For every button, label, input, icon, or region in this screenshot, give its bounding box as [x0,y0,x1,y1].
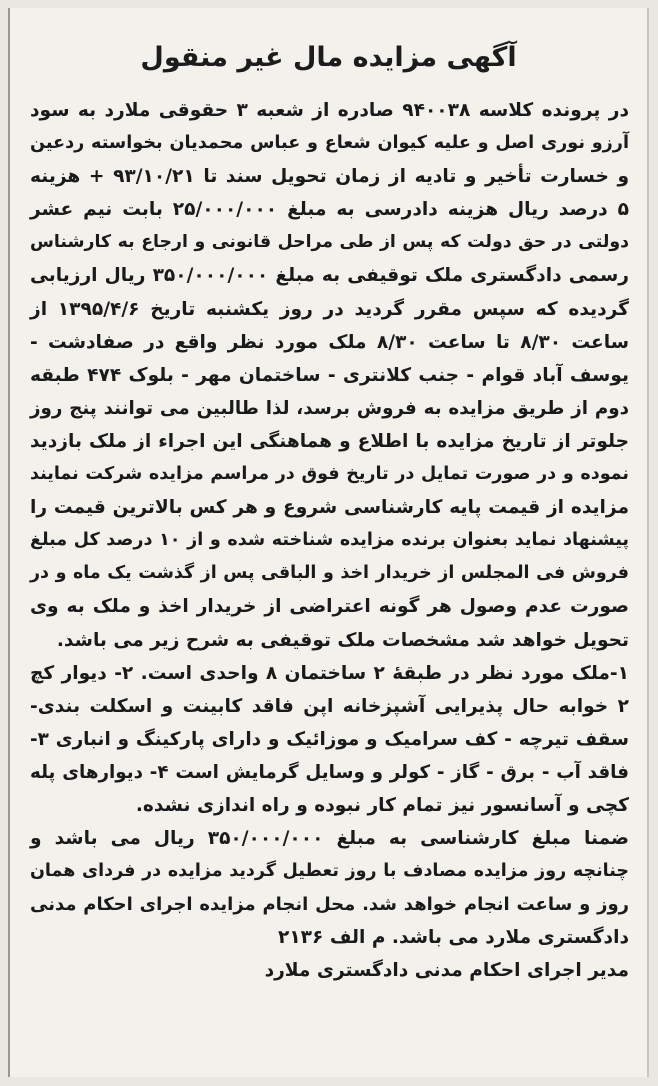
body-line: تحویل خواهد شد مشخصات ملک توقیفی به شرح زیر می باشد. [56,629,629,651]
body-line: رسمی دادگستری ملک توقیفی به مبلغ ۳۵۰/۰۰۰/۰۰۰ ریال ارزیابی [30,265,629,287]
body-line: مزایده از قیمت پایه کارشناسی شروع و هر کس بالاترین قیمت را [30,497,629,519]
notice-title: آگهی مزایده مال غیر منقول [140,42,517,73]
body-line: گردیده که سپس مقرر گردید در روز یکشنبه تاریخ ۱۳۹۵/۴/۶ از [30,298,629,320]
body-line: یوسف آباد قوام - جنب کلانتری - ساختمان مهر - بلوک ۴۷۴ طبقه [30,364,629,386]
body-line: دولتی در حق دولت که پس از طی مراحل قانونی و ارجاع به کارشناس [30,232,629,253]
body-line: ۲ خوابه حال پذیرایی آشپزخانه اپن فاقد کابینت و اسکلت بندی- [30,695,629,717]
body-line: فاقد آب - برق - گاز - کولر و وسایل گرمایش است ۴- دیوارهای پله [30,761,630,783]
body-line: دوم از طریق مزایده به فروش برسد، لذا طالبین می توانند پنج روز [30,397,629,419]
body-line: سقف تیرچه - کف سرامیک و موزائیک و دارای پارکینگ و انباری ۳- [30,728,629,750]
body-line: کچی و آسانسور نیز تمام کار نبوده و راه اندازی نشده. [135,794,629,816]
newspaper-clipping [8,8,649,1077]
body-line: آرزو نوری اصل و علیه کیوان شعاع و عباس محمدیان بخواسته ردعین [30,133,629,154]
body-line: جلوتر از تاریخ مزایده با اطلاع و هماهنگی این اجراء از ملک بازدید [30,430,629,452]
body-line: صورت عدم وصول هر گونه اعتراضی از خریدار اخذ و ملک به وی [30,596,629,618]
body-line: ۵ درصد ریال هزینه دادرسی به مبلغ ۲۵/۰۰۰/۰۰۰ بابت نیم عشر [30,199,629,221]
body-line: فروش فی المجلس از خریدار اخذ و الباقی پس از گذشت یک ماه و در [30,563,629,584]
body-line: ساعت ۸/۳۰ تا ساعت ۸/۳۰ ملک مورد نظر واقع در صفادشت - [30,331,630,353]
body-line: دادگستری ملارد می باشد. م الف ۲۱۳۶ [277,927,629,949]
body-line: در پرونده کلاسه ۹۴۰۰۳۸ صادره از شعبه ۳ حقوقی ملارد به سود [30,100,629,121]
body-line: نموده و در صورت تمایل در تاریخ فوق در مراسم مزایده شرکت نمایند [30,464,629,485]
signature-line: مدیر اجرای احکام مدنی دادگستری ملارد [264,960,629,982]
body-line: ۱-ملک مورد نظر در طبقهٔ ۲ ساختمان ۸ واحدی است. ۲- دیوار کچ [30,662,630,684]
body-line: روز و ساعت انجام خواهد شد. محل انجام مزایده اجرای احکام مدنی [30,894,629,916]
body-line: پیشنهاد نماید بعنوان برنده مزایده شناخته شده و از ۱۰ درصد کل مبلغ [30,530,629,551]
body-line: ضمنا مبلغ کارشناسی به مبلغ ۳۵۰/۰۰۰/۰۰۰ ریال می باشد و [30,828,629,850]
body-line: و خسارت تأخیر و تادیه از زمان تحویل سند تا ۹۳/۱۰/۲۱ + هزینه [30,166,629,188]
body-line: چنانچه روز مزایده مصادف با روز تعطیل گردید مزایده در فردای همان [30,861,629,882]
notice-body [30,94,629,988]
